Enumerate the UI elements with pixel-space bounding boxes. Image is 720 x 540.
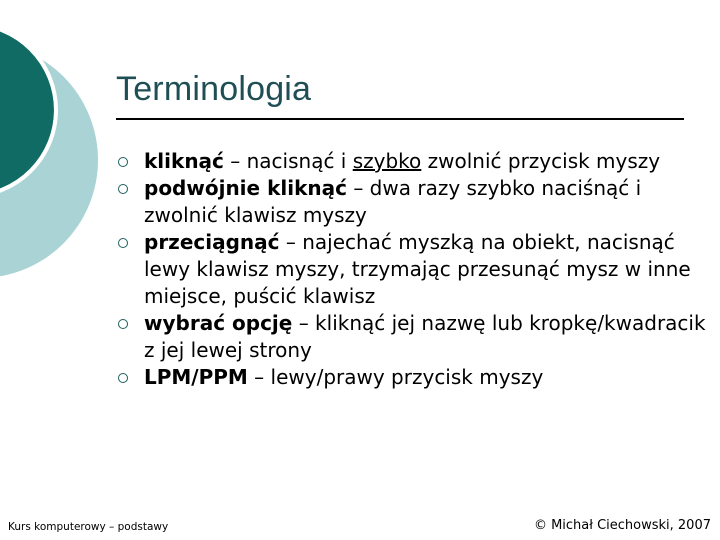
bullet-text: – lewy/prawy przycisk myszy [247,365,544,389]
bullet-marker-icon [118,184,128,194]
bullet-term: podwójnie kliknąć [144,176,347,200]
bullet-text: – nacisnąć i [223,149,353,173]
bullet-text: – kliknąć jej nazwę lub kropkę/kwadracik z jej lewej strony [144,311,706,362]
slide-title: Terminologia [116,70,312,108]
bullet-term: kliknąć [144,149,224,173]
bullet-marker-icon [118,238,128,248]
bullet-text: – dwa razy szybko naciśnąć i zwolnić klawisz myszy [144,176,642,227]
bullet-text: – najechać myszką na obiekt, nacisnąć lewy klawisz myszy, trzymając przesunąć mysz w inne miejsce, puścić klawisz [144,230,691,308]
bullet-underlined-text: szybko [352,149,422,173]
footer-copyright: © Michał Ciechowski, 2007 [533,518,711,533]
bullet-list [116,148,706,391]
bullet-item [116,310,706,364]
bullet-item [116,148,706,175]
bullet-item [116,229,706,310]
bullet-item [116,364,706,391]
bullet-marker-icon [118,157,128,167]
bullet-term: przeciągnąć [144,230,280,254]
bullet-marker-icon [118,319,128,329]
bullet-marker-icon [118,373,128,383]
bullet-text-end: zwolnić przycisk myszy [421,149,661,173]
bullet-item [116,175,706,229]
title-divider [116,118,684,120]
bullet-term: wybrać opcję [144,311,293,335]
decorative-circles [0,0,120,300]
bullet-term: LPM/PPM [144,365,248,389]
footer-course-name: Kurs komputerowy – podstawy [8,521,169,533]
